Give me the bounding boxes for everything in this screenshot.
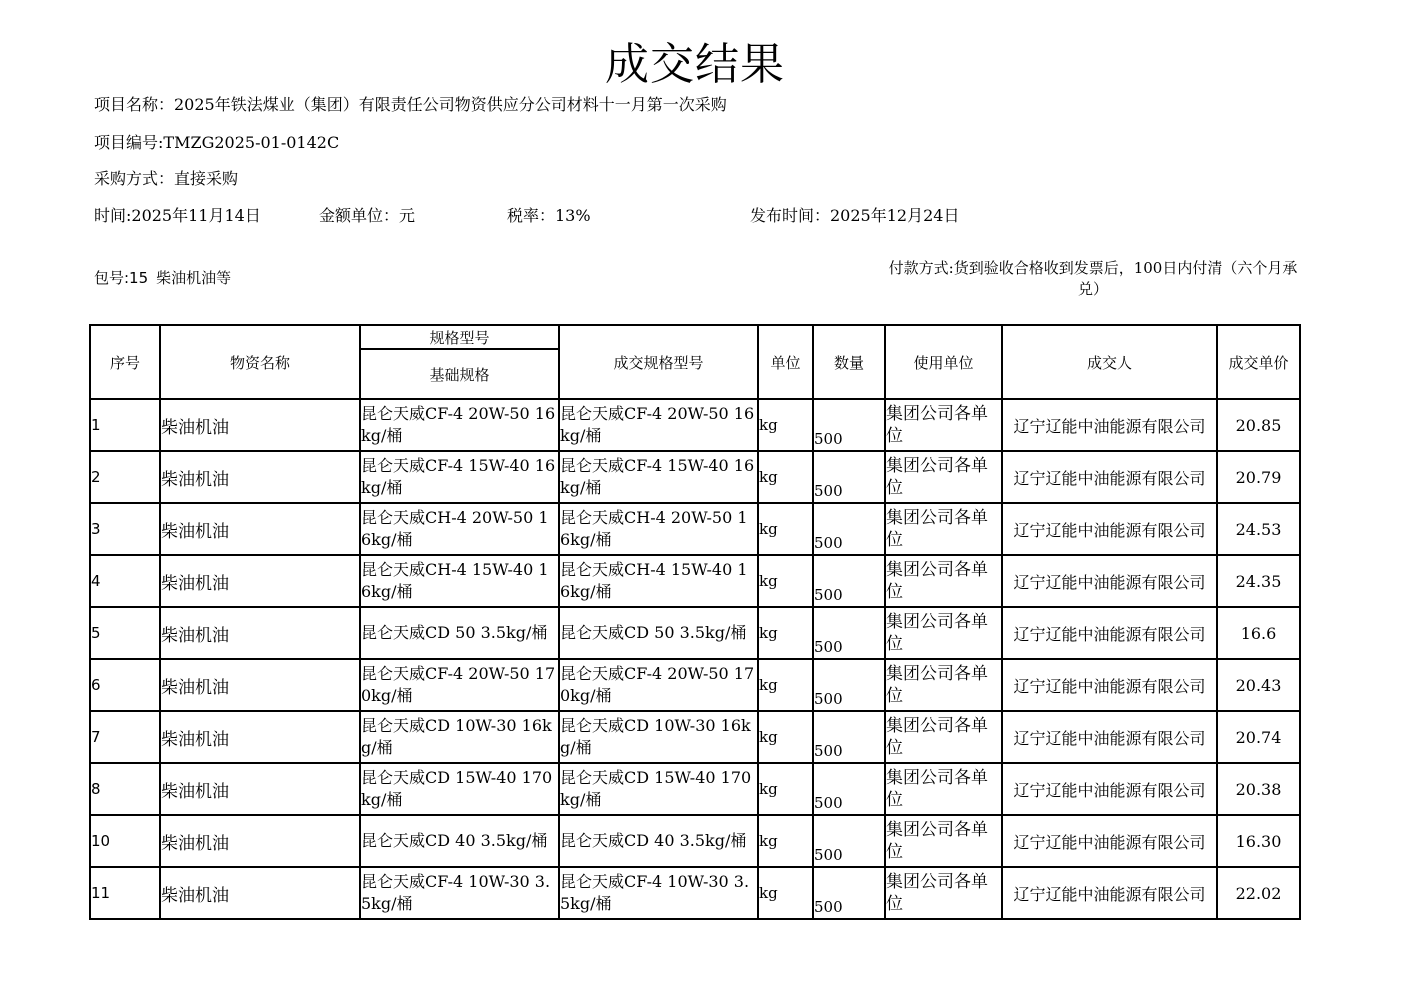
header-material: 物资名称 — [160, 325, 360, 399]
cell-seq: 2 — [90, 451, 160, 503]
cell-price: 20.79 — [1217, 451, 1300, 503]
cell-material: 柴油机油 — [160, 659, 360, 711]
table-row — [90, 503, 1300, 555]
cell-base-spec: 昆仑天威CF-4 10W-30 3.5kg/桶 — [360, 867, 559, 919]
package-number: 包号:15 — [94, 269, 149, 287]
cell-deal-spec: 昆仑天威CD 10W-30 16kg/桶 — [559, 711, 758, 763]
header-unit-price: 成交单价 — [1217, 325, 1300, 399]
cell-price: 22.02 — [1217, 867, 1300, 919]
cell-quantity: 500 — [813, 555, 885, 607]
cell-deal-spec: 昆仑天威CD 40 3.5kg/桶 — [559, 815, 758, 867]
cell-quantity: 500 — [813, 711, 885, 763]
table-row — [90, 711, 1300, 763]
cell-unit: kg — [758, 399, 813, 451]
header-quantity: 数量 — [813, 325, 885, 399]
cell-vendor: 辽宁辽能中油能源有限公司 — [1002, 659, 1217, 711]
cell-base-spec: 昆仑天威CH-4 20W-50 16kg/桶 — [360, 503, 559, 555]
cell-user-dept: 集团公司各单位 — [885, 711, 1002, 763]
table-row — [90, 867, 1300, 919]
cell-unit: kg — [758, 555, 813, 607]
cell-vendor: 辽宁辽能中油能源有限公司 — [1002, 607, 1217, 659]
cell-vendor: 辽宁辽能中油能源有限公司 — [1002, 399, 1217, 451]
cell-seq: 11 — [90, 867, 160, 919]
table-row — [90, 555, 1300, 607]
cell-vendor: 辽宁辽能中油能源有限公司 — [1002, 451, 1217, 503]
cell-unit: kg — [758, 607, 813, 659]
header-unit: 单位 — [758, 325, 813, 399]
cell-user-dept: 集团公司各单位 — [885, 399, 1002, 451]
cell-material: 柴油机油 — [160, 763, 360, 815]
cell-price: 20.74 — [1217, 711, 1300, 763]
cell-unit: kg — [758, 815, 813, 867]
cell-deal-spec: 昆仑天威CF-4 10W-30 3.5kg/桶 — [559, 867, 758, 919]
cell-material: 柴油机油 — [160, 451, 360, 503]
cell-seq: 7 — [90, 711, 160, 763]
cell-price: 20.38 — [1217, 763, 1300, 815]
cell-seq: 4 — [90, 555, 160, 607]
header-deal-spec: 成交规格型号 — [559, 325, 758, 399]
cell-base-spec: 昆仑天威CF-4 20W-50 16kg/桶 — [360, 399, 559, 451]
table-row — [90, 763, 1300, 815]
cell-base-spec: 昆仑天威CD 15W-40 170kg/桶 — [360, 763, 559, 815]
cell-material: 柴油机油 — [160, 607, 360, 659]
cell-unit: kg — [758, 867, 813, 919]
cell-deal-spec: 昆仑天威CF-4 20W-50 16kg/桶 — [559, 399, 758, 451]
cell-quantity: 500 — [813, 451, 885, 503]
cell-base-spec: 昆仑天威CD 40 3.5kg/桶 — [360, 815, 559, 867]
cell-price: 24.35 — [1217, 555, 1300, 607]
cell-vendor: 辽宁辽能中油能源有限公司 — [1002, 555, 1217, 607]
header-seq: 序号 — [90, 325, 160, 399]
cell-quantity: 500 — [813, 607, 885, 659]
cell-user-dept: 集团公司各单位 — [885, 763, 1002, 815]
cell-user-dept: 集团公司各单位 — [885, 815, 1002, 867]
info-line — [94, 203, 959, 226]
cell-unit: kg — [758, 451, 813, 503]
project-code: 项目编号:TMZG2025-01-0142C — [94, 133, 340, 152]
cell-quantity: 500 — [813, 399, 885, 451]
cell-deal-spec: 昆仑天威CF-4 15W-40 16kg/桶 — [559, 451, 758, 503]
cell-deal-spec: 昆仑天威CF-4 20W-50 170kg/桶 — [559, 659, 758, 711]
currency-unit: 金额单位：元 — [319, 206, 416, 225]
cell-seq: 8 — [90, 763, 160, 815]
cell-price: 16.30 — [1217, 815, 1300, 867]
cell-vendor: 辽宁辽能中油能源有限公司 — [1002, 711, 1217, 763]
cell-vendor: 辽宁辽能中油能源有限公司 — [1002, 763, 1217, 815]
cell-material: 柴油机油 — [160, 399, 360, 451]
table-row — [90, 607, 1300, 659]
cell-seq: 1 — [90, 399, 160, 451]
cell-user-dept: 集团公司各单位 — [885, 607, 1002, 659]
cell-unit: kg — [758, 763, 813, 815]
cell-quantity: 500 — [813, 503, 885, 555]
cell-seq: 3 — [90, 503, 160, 555]
header-vendor: 成交人 — [1002, 325, 1217, 399]
cell-unit: kg — [758, 659, 813, 711]
cell-material: 柴油机油 — [160, 711, 360, 763]
cell-deal-spec: 昆仑天威CD 15W-40 170kg/桶 — [559, 763, 758, 815]
cell-price: 16.6 — [1217, 607, 1300, 659]
table-row — [90, 659, 1300, 711]
cell-vendor: 辽宁辽能中油能源有限公司 — [1002, 867, 1217, 919]
cell-price: 24.53 — [1217, 503, 1300, 555]
cell-user-dept: 集团公司各单位 — [885, 451, 1002, 503]
time: 时间:2025年11月14日 — [94, 206, 261, 225]
page-title: 成交结果 — [605, 39, 785, 90]
tax-rate: 税率：13% — [507, 206, 591, 225]
header-user-dept: 使用单位 — [885, 325, 1002, 399]
cell-unit: kg — [758, 711, 813, 763]
cell-base-spec: 昆仑天威CF-4 20W-50 170kg/桶 — [360, 659, 559, 711]
cell-seq: 6 — [90, 659, 160, 711]
cell-user-dept: 集团公司各单位 — [885, 867, 1002, 919]
cell-price: 20.85 — [1217, 399, 1300, 451]
cell-deal-spec: 昆仑天威CD 50 3.5kg/桶 — [559, 607, 758, 659]
cell-base-spec: 昆仑天威CD 50 3.5kg/桶 — [360, 607, 559, 659]
cell-vendor: 辽宁辽能中油能源有限公司 — [1002, 503, 1217, 555]
cell-seq: 5 — [90, 607, 160, 659]
cell-material: 柴油机油 — [160, 503, 360, 555]
cell-material: 柴油机油 — [160, 815, 360, 867]
cell-deal-spec: 昆仑天威CH-4 20W-50 16kg/桶 — [559, 503, 758, 555]
publish-time: 发布时间：2025年12月24日 — [750, 206, 960, 225]
table-row — [90, 399, 1300, 451]
header-base-spec: 基础规格 — [360, 349, 559, 399]
table-row — [90, 451, 1300, 503]
cell-deal-spec: 昆仑天威CH-4 15W-40 16kg/桶 — [559, 555, 758, 607]
cell-unit: kg — [758, 503, 813, 555]
cell-material: 柴油机油 — [160, 555, 360, 607]
cell-quantity: 500 — [813, 763, 885, 815]
cell-user-dept: 集团公司各单位 — [885, 555, 1002, 607]
cell-quantity: 500 — [813, 659, 885, 711]
cell-seq: 10 — [90, 815, 160, 867]
cell-base-spec: 昆仑天威CD 10W-30 16kg/桶 — [360, 711, 559, 763]
project-name: 项目名称：2025年铁法煤业（集团）有限责任公司物资供应分公司材料十一月第一次采购 — [94, 95, 727, 114]
cell-user-dept: 集团公司各单位 — [885, 503, 1002, 555]
results-table — [89, 324, 1301, 920]
cell-user-dept: 集团公司各单位 — [885, 659, 1002, 711]
payment-terms: 付款方式:货到验收合格收到发票后，100日内付清（六个月承兑） — [888, 259, 1298, 298]
package-info — [94, 267, 231, 288]
header-spec-group: 规格型号 — [360, 325, 559, 349]
purchase-method: 采购方式：直接采购 — [94, 169, 239, 188]
cell-quantity: 500 — [813, 815, 885, 867]
cell-quantity: 500 — [813, 867, 885, 919]
package-name: 柴油机油等 — [156, 269, 232, 287]
cell-vendor: 辽宁辽能中油能源有限公司 — [1002, 815, 1217, 867]
cell-material: 柴油机油 — [160, 867, 360, 919]
cell-base-spec: 昆仑天威CH-4 15W-40 16kg/桶 — [360, 555, 559, 607]
cell-base-spec: 昆仑天威CF-4 15W-40 16kg/桶 — [360, 451, 559, 503]
cell-price: 20.43 — [1217, 659, 1300, 711]
table-row — [90, 815, 1300, 867]
